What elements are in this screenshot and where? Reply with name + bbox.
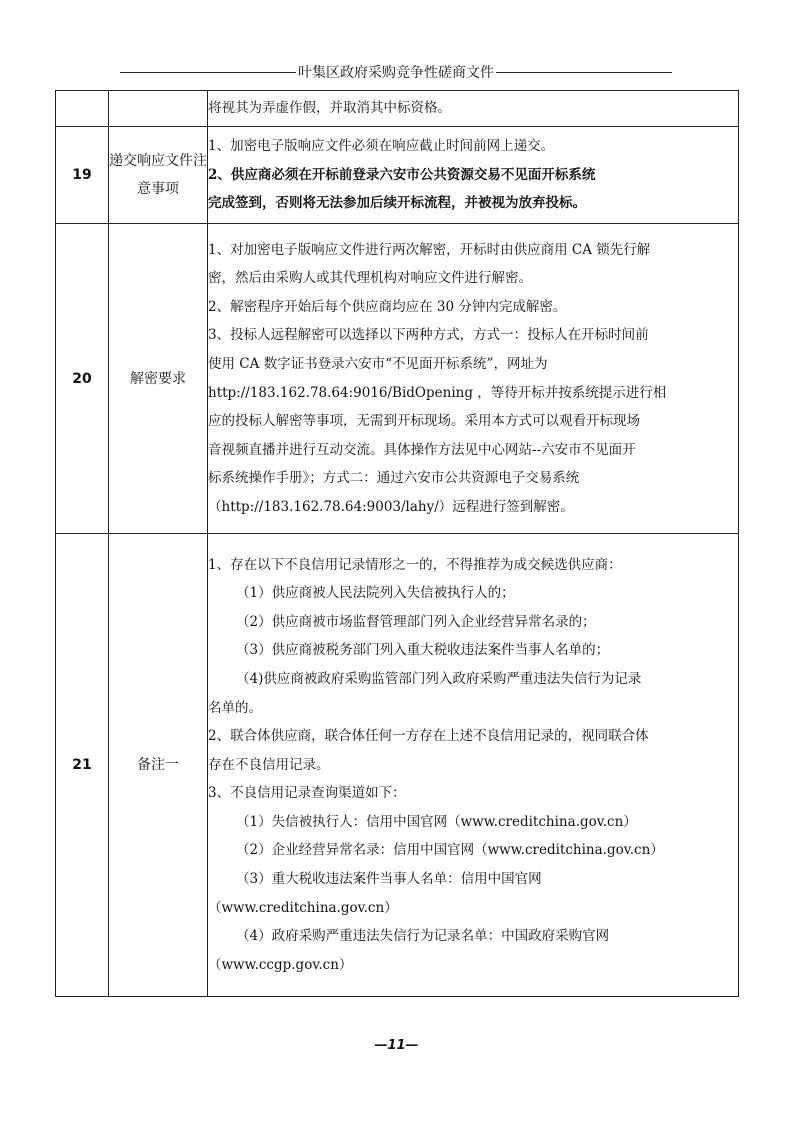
header-rule-left (120, 72, 296, 73)
row-label: 递交响应文件注意事项 (109, 127, 208, 224)
content-line: （2）企业经营异常名录：信用中国官网（www.creditchina.gov.cn） (236, 842, 664, 859)
row-number: 19 (56, 127, 109, 224)
row-number: 20 (56, 224, 109, 534)
content-line: （www.creditchina.gov.cn） (208, 899, 398, 916)
row-content (208, 91, 739, 127)
table-row (56, 127, 739, 224)
row-label: 解密要求 (109, 224, 208, 534)
row-content (208, 224, 739, 534)
page-number: —11— (374, 1038, 419, 1053)
row-content (208, 534, 739, 997)
page-header (120, 62, 672, 82)
content-line: 存在不良信用记录。 (208, 756, 330, 773)
content-line: 2、联合体供应商，联合体任何一方存在上述不良信用记录的，视同联合体 (208, 728, 649, 745)
content-line: （4）政府采购严重违法失信行为记录名单：中国政府采购官网 (236, 928, 610, 945)
content-line: （2）供应商被市场监督管理部门列入企业经营异常名录的； (236, 613, 596, 630)
content-line: 3、投标人远程解密可以选择以下两种方式，方式一：投标人在开标时间前 (208, 327, 649, 344)
content-line: 1、对加密电子版响应文件进行两次解密，开标时由供应商用 CA 锁先行解 (208, 241, 651, 258)
content-line: （4)供应商被政府采购监管部门列入政府采购严重违法失信行为记录 (236, 670, 642, 687)
row-content (208, 127, 739, 224)
header-rule-right (496, 72, 672, 73)
table-row (56, 91, 739, 127)
content-line: 音视频直播并进行互动交流。具体操作方法见中心网站--六安市不见面开 (208, 441, 636, 458)
content-line: 密，然后由采购人或其代理机构对响应文件进行解密。 (208, 270, 532, 287)
content-line-emphasis: 完成签到，否则将无法参加后续开标流程，并被视为放弃投标。 (208, 195, 586, 212)
content-line: （3）供应商被税务部门列入重大税收违法案件当事人名单的； (236, 642, 610, 659)
content-line: （1）供应商被人民法院列入失信被执行人的； (236, 585, 515, 602)
content-line: 将视其为弄虚作假，并取消其中标资格。 (208, 100, 451, 117)
content-line: 应的投标人解密等事项，无需到开标现场。采用本方式可以观看开标现场 (208, 413, 640, 430)
content-line: （1）失信被执行人：信用中国官网（www.creditchina.gov.cn） (236, 813, 637, 830)
row-number: 21 (56, 534, 109, 997)
content-line: 1、存在以下不良信用记录情形之一的，不得推荐为成交候选供应商： (208, 556, 622, 573)
content-line: （www.ccgp.gov.cn） (208, 956, 353, 973)
content-line: 2、解密程序开始后每个供应商均应在 30 分钟内完成解密。 (208, 298, 567, 315)
document-title: 叶集区政府采购竞争性磋商文件 (298, 65, 494, 81)
content-line: （3）重大税收违法案件当事人名单：信用中国官网 (236, 871, 542, 888)
row-label (109, 91, 208, 127)
row-number (56, 91, 109, 127)
requirements-table (55, 90, 739, 997)
content-line: http://183.162.78.64:9016/BidOpening ，等待开标并按系统提示进行相 (208, 384, 667, 401)
row-label: 备注一 (109, 534, 208, 997)
content-line: 3、不良信用记录查询渠道如下： (208, 785, 406, 802)
content-line: 1、加密电子版响应文件必须在响应截止时间前网上递交。 (208, 138, 555, 155)
table-row (56, 534, 739, 997)
content-line: （http://183.162.78.64:9003/lahy/）远程进行签到解密。 (208, 498, 574, 515)
content-line: 使用 CA 数字证书登录六安市“不见面开标系统”，网址为 (208, 355, 548, 372)
table-row (56, 224, 739, 534)
content-line: 名单的。 (208, 699, 262, 716)
content-line: 标系统操作手册》；方式二：通过六安市公共资源电子交易系统 (208, 470, 580, 487)
content-line-emphasis: 2、供应商必须在开标前登录六安市公共资源交易不见面开标系统 (208, 166, 596, 183)
